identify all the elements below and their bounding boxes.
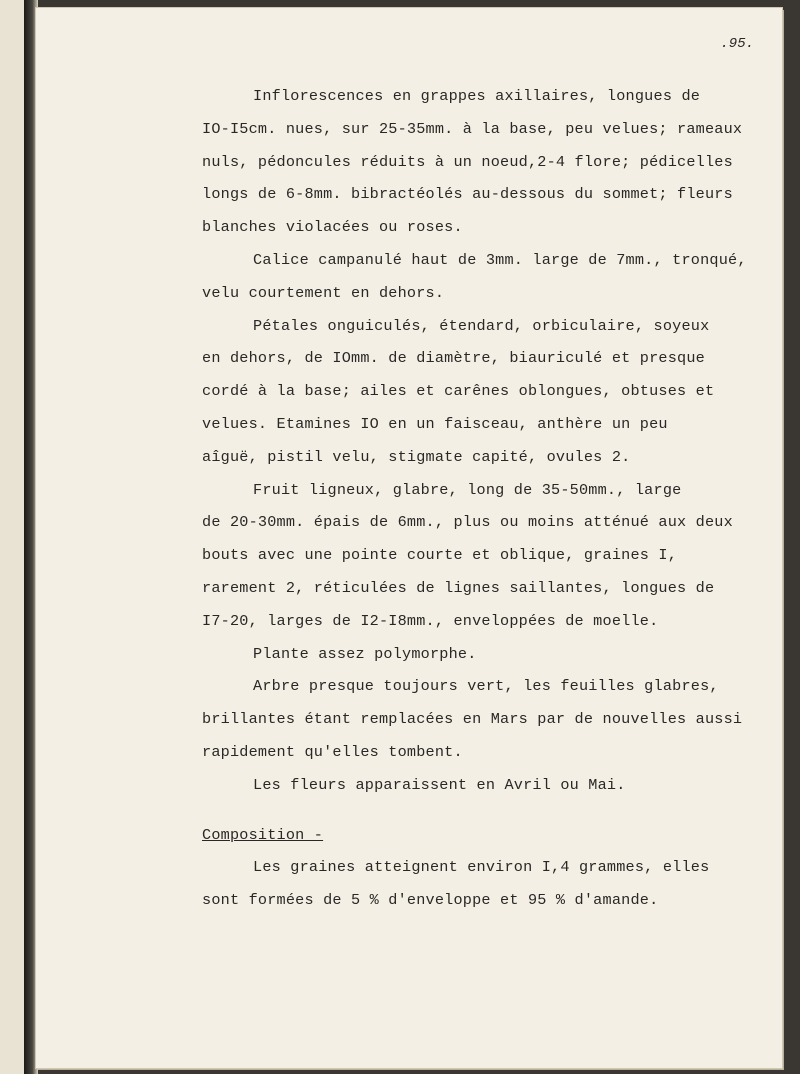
text-line: nuls, pédoncules réduits à un noeud,2-4 flore; pédicelles (202, 152, 733, 171)
text-line: brillantes étant remplacées en Mars par de nouvelles aussi (202, 710, 743, 729)
text-line: de 20-30mm. épais de 6mm., plus ou moins atténué aux deux (202, 513, 733, 532)
text-line: rarement 2, réticulées de lignes saillantes, longues de (202, 578, 715, 597)
text-line: sont formées de 5 % d'enveloppe et 95 % d'amande. (202, 891, 659, 910)
text-line: IO-I5cm. nues, sur 25-35mm. à la base, peu velues; rameaux (202, 119, 743, 138)
text-line: Calice campanulé haut de 3mm. large de 7mm., tronqué, (253, 250, 747, 269)
typed-text-block (202, 80, 782, 917)
previous-page-edge (0, 0, 26, 1074)
text-line: rapidement qu'elles tombent. (202, 742, 463, 761)
document-page (36, 8, 782, 1068)
text-line: longs de 6-8mm. bibractéolés au-dessous du sommet; fleurs (202, 185, 733, 204)
text-line: Les graines atteignent environ I,4 grammes, elles (253, 858, 710, 877)
text-line: Les fleurs apparaissent en Avril ou Mai. (253, 775, 626, 794)
text-line: Plante assez polymorphe. (253, 644, 477, 663)
text-line: blanches violacées ou roses. (202, 218, 463, 237)
text-line: aîguë, pistil velu, stigmate capité, ovules 2. (202, 447, 631, 466)
text-line: bouts avec une pointe courte et oblique, graines I, (202, 546, 678, 565)
text-line: Inflorescences en grappes axillaires, longues de (253, 87, 701, 105)
text-line: cordé à la base; ailes et carênes oblongues, obtuses et (202, 382, 715, 401)
text-line: en dehors, de IOmm. de diamètre, biauriculé et presque (202, 349, 705, 368)
text-line: I7-20, larges de I2-I8mm., enveloppées de moelle. (202, 611, 659, 630)
text-line: velues. Etamines IO en un faisceau, anthère un peu (202, 414, 668, 433)
text-line: Arbre presque toujours vert, les feuilles glabres, (253, 677, 719, 696)
text-line: Fruit ligneux, glabre, long de 35-50mm., large (253, 480, 682, 499)
text-line: velu courtement en dehors. (202, 283, 445, 302)
section-gap (202, 802, 782, 819)
text-line: Pétales onguiculés, étendard, orbiculaire, soyeux (253, 316, 710, 335)
section-heading: Composition - (202, 825, 324, 844)
page-number: .95. (720, 36, 754, 52)
